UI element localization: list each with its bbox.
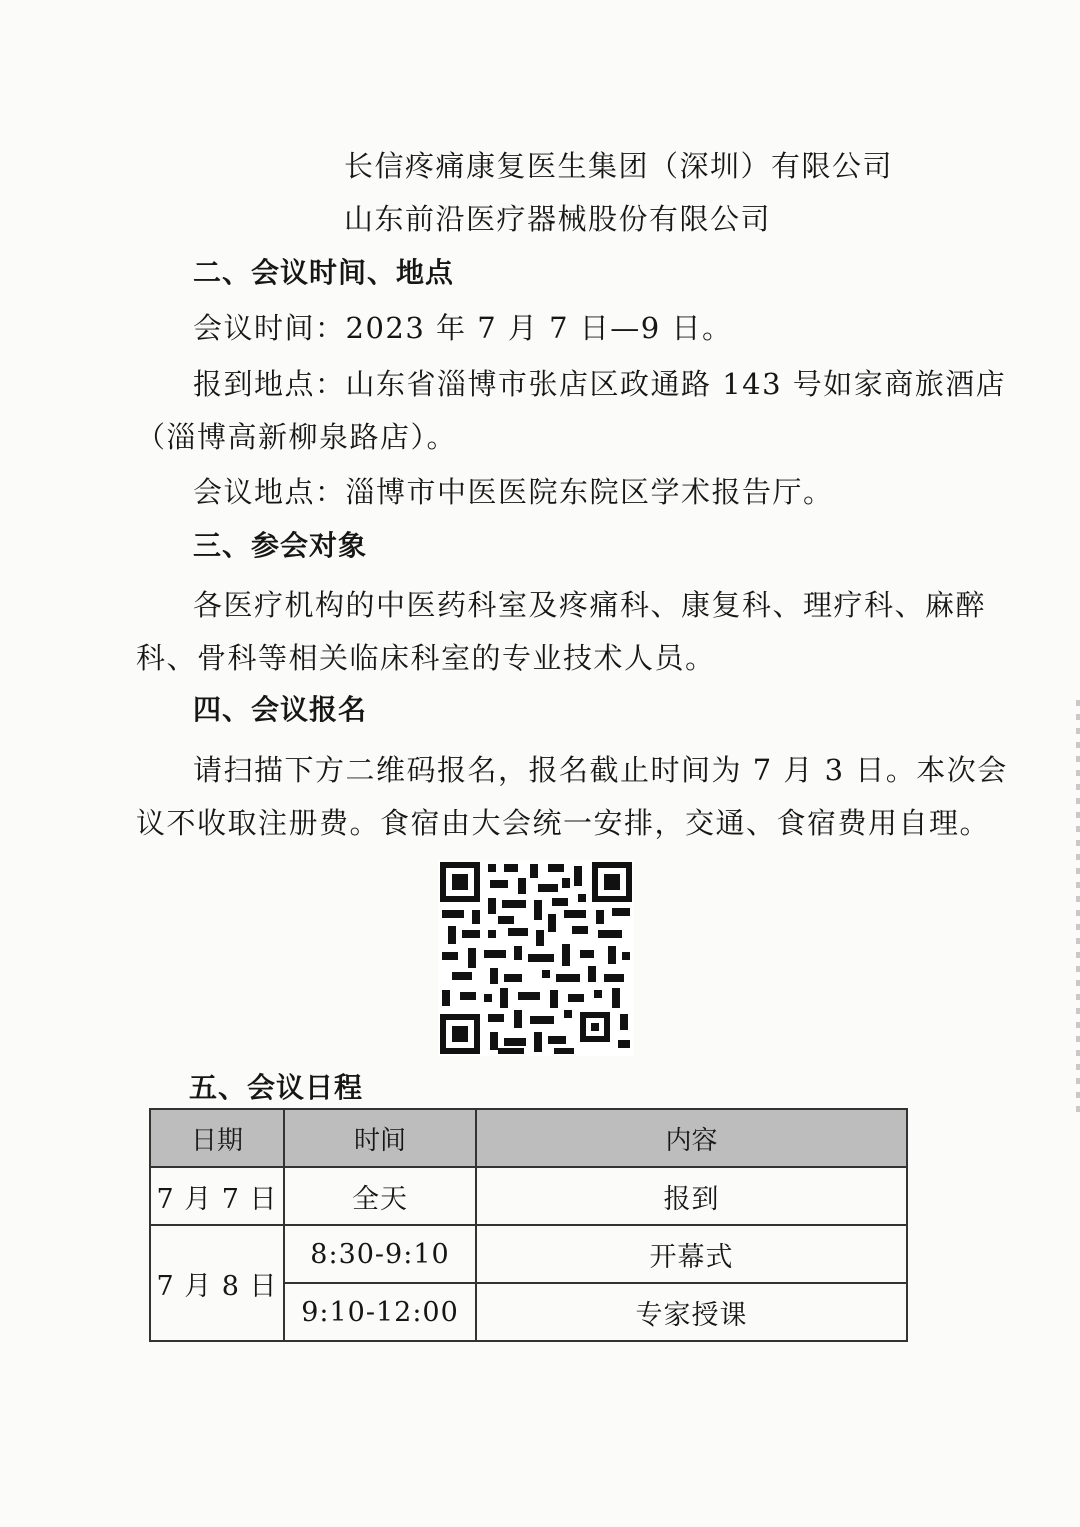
- qr-code-graphic: [438, 860, 634, 1056]
- row-date: 7 月 7 日: [150, 1167, 284, 1225]
- scan-edge-artifact: [1076, 700, 1080, 1120]
- row-time: 9:10-12:00: [284, 1283, 476, 1341]
- registration-line1: 请扫描下方二维码报名，报名截止时间为 7 月 3 日。本次会: [193, 753, 1008, 787]
- table-row: [150, 1167, 907, 1225]
- registration-line2: 议不收取注册费。食宿由大会统一安排，交通、食宿费用自理。: [136, 806, 991, 840]
- org-name-1: 长信疼痛康复医生集团（深圳）有限公司: [344, 149, 894, 183]
- section-heading-schedule: 五、会议日程: [189, 1071, 364, 1104]
- meeting-time: 会议时间：2023 年 7 月 7 日—9 日。: [193, 311, 733, 345]
- header-date: 日期: [150, 1109, 284, 1167]
- row-date: 7 月 8 日: [150, 1225, 284, 1341]
- row-content: 开幕式: [476, 1225, 907, 1283]
- meeting-venue: 会议地点：淄博市中医医院东院区学术报告厅。: [193, 475, 834, 509]
- checkin-location-line1: 报到地点：山东省淄博市张店区政通路 143 号如家商旅酒店: [193, 367, 1007, 401]
- row-content: 专家授课: [476, 1283, 907, 1341]
- row-time: 8:30-9:10: [284, 1225, 476, 1283]
- section-heading-time-place: 二、会议时间、地点: [193, 256, 455, 289]
- qr-code-icon[interactable]: [438, 860, 634, 1056]
- schedule-header-row: [150, 1109, 907, 1167]
- row-content: 报到: [476, 1167, 907, 1225]
- checkin-location-line2: （淄博高新柳泉路店）。: [136, 420, 458, 454]
- header-time: 时间: [284, 1109, 476, 1167]
- section-heading-registration: 四、会议报名: [193, 693, 368, 726]
- header-content: 内容: [476, 1109, 907, 1167]
- schedule-table: [149, 1108, 908, 1342]
- row-time: 全天: [284, 1167, 476, 1225]
- org-name-2: 山东前沿医疗器械股份有限公司: [344, 202, 772, 236]
- participants-line1: 各医疗机构的中医药科室及疼痛科、康复科、理疗科、麻醉: [193, 588, 987, 622]
- participants-line2: 科、骨科等相关临床科室的专业技术人员。: [136, 641, 716, 675]
- table-row: [150, 1225, 907, 1283]
- section-heading-participants: 三、参会对象: [193, 529, 368, 562]
